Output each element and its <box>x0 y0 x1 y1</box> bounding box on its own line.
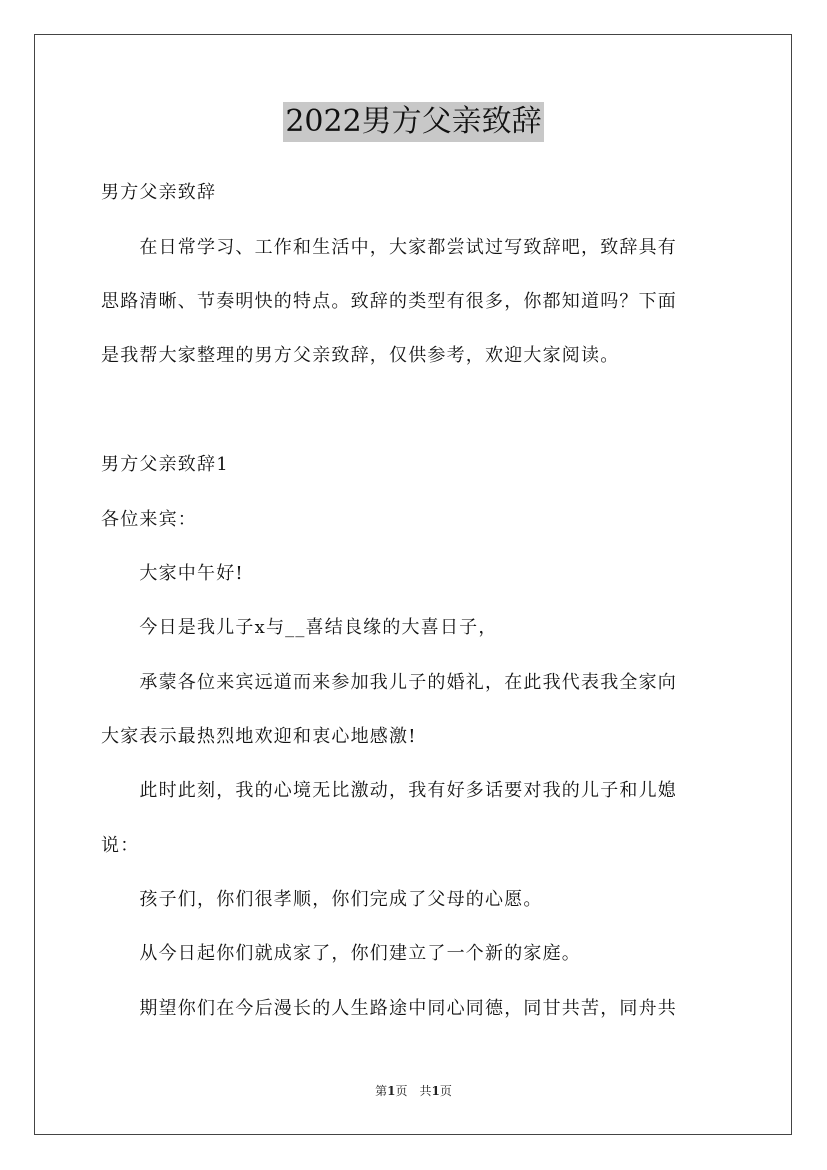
title-container <box>0 102 827 142</box>
paragraph-line: 思路清晰、节奏明快的特点。致辞的类型有很多，你都知道吗？下面 <box>101 291 677 312</box>
paragraph-line: 承蒙各位来宾远道而来参加我儿子的婚礼，在此我代表我全家向 <box>101 672 677 693</box>
section-heading: 男方父亲致辞 <box>101 182 217 203</box>
paragraph-line: 在日常学习、工作和生活中，大家都尝试过写致辞吧，致辞具有 <box>101 237 677 258</box>
footer-page-current: 1 <box>387 1084 396 1098</box>
footer-page-suffix: 页 <box>439 1084 452 1098</box>
paragraph-line: 大家中午好! <box>101 563 244 584</box>
paragraph-line: 此时此刻，我的心境无比激动，我有好多话要对我的儿子和儿媳 <box>101 780 677 801</box>
paragraph-line: 孩子们，你们很孝顺，你们完成了父母的心愿。 <box>101 889 543 910</box>
paragraph-line: 是我帮大家整理的男方父亲致辞，仅供参考，欢迎大家阅读。 <box>101 345 620 366</box>
paragraph-line: 今日是我儿子x与__喜结良缘的大喜日子， <box>101 617 498 638</box>
paragraph-line: 大家表示最热烈地欢迎和衷心地感激! <box>101 726 417 747</box>
footer-page-prefix: 第 <box>375 1084 388 1098</box>
footer-page-total: 1 <box>431 1084 440 1098</box>
footer-page-mid: 页 共 <box>395 1084 432 1098</box>
paragraph-line: 从今日起你们就成家了，你们建立了一个新的家庭。 <box>101 943 581 964</box>
paragraph-line: 说： <box>101 835 140 856</box>
page-footer <box>0 1083 827 1099</box>
document-title: 2022男方父亲致辞 <box>283 102 543 142</box>
section-heading: 男方父亲致辞1 <box>101 454 229 475</box>
paragraph-line: 各位来宾： <box>101 509 197 530</box>
paragraph-line: 期望你们在今后漫长的人生路途中同心同德，同甘共苦，同舟共 <box>101 998 677 1019</box>
